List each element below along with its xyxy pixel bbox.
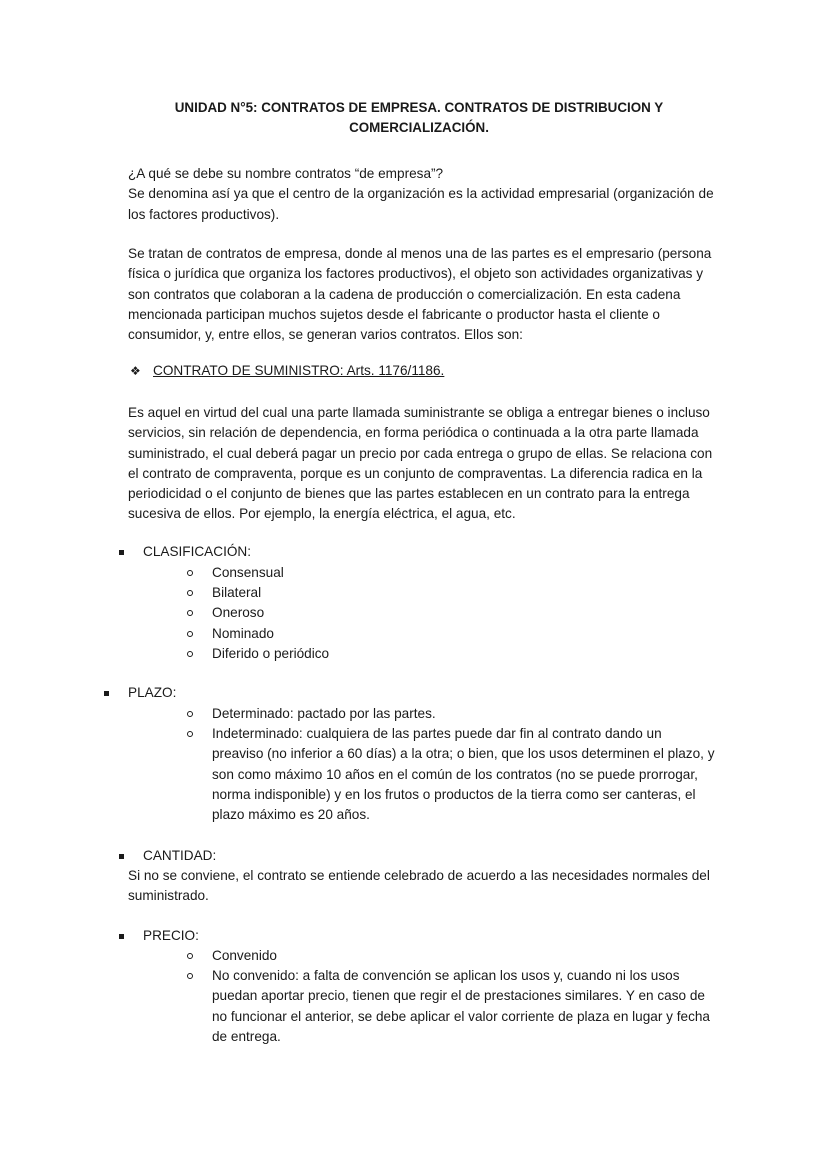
list-item-text: Indeterminado: cualquiera de las partes puede dar fin al contrato dando un preaviso (no inferior a 60 días) a la otra; o bien, que los usos determinen el plazo, y son como máximo 10 años en el común de los contratos (no se puede prorrogar, norma indisponible) y en los frutos o productos de la tierra como ser canteras, el plazo máximo es 20 años. [212,726,715,823]
list-item [186,603,716,623]
clasificacion-heading: CLASIFICACIÓN: [143,544,252,559]
circle-bullet-icon [187,631,193,637]
intro-paragraph-text: Se tratan de contratos de empresa, donde al menos una de las partes es el empresario (persona física o jurídica que organiza los factores productivos), el objeto son actividades organizativas y son contratos que colaboran a la cadena de producción o comercialización. En esta cadena mencionada participan muchos sujetos desde el fabricante o productor hasta el cliente o consumidor, y, entre ellos, se generan varios contratos. Ellos son: [128,246,712,343]
list-item [186,966,716,1047]
cantidad-text-body: Si no se conviene, el contrato se entiende celebrado de acuerdo a las necesidades normales del suministrado. [128,868,710,904]
list-item-text: Nominado [212,625,274,641]
title-line-2: COMERCIALIZACIÓN. [349,120,489,135]
list-item-text: Consensual [212,565,284,580]
circle-bullet-icon [187,570,193,576]
circle-bullet-icon [187,973,193,979]
diamond-bullet-icon: ❖ [130,364,141,378]
list-item [186,624,716,644]
suministro-heading [130,361,444,381]
square-bullet-icon [104,691,109,696]
document-title [128,98,710,138]
list-item [186,644,716,664]
circle-bullet-icon [187,711,193,717]
list-item-text: Convenido [212,948,277,963]
cantidad-text [128,866,713,907]
list-item [186,946,716,966]
clasificacion-list [186,563,716,664]
suministro-heading-label: CONTRATO DE SUMINISTRO: Arts. 1176/1186. [153,363,445,378]
precio-heading: PRECIO: [143,928,199,943]
intro-question: ¿A qué se debe su nombre contratos “de empresa”? [128,166,444,181]
intro-answer: Se denomina así ya que el centro de la organización es la actividad empresarial (organización de los factores productivos). [128,186,714,222]
suministro-paragraph [128,403,718,525]
plazo-list [186,704,716,825]
square-bullet-icon [119,934,124,939]
list-item-text: Diferido o periódico [212,645,330,661]
list-item [186,704,716,724]
intro-block [128,164,718,225]
circle-bullet-icon [187,610,193,616]
suministro-paragraph-text: Es aquel en virtud del cual una parte llamada suministrante se obliga a entregar bienes o incluso servicios, sin relación de dependencia, en forma periódica o continuada a la otra parte llamada suministrado, el cual deberá pagar un precio por cada entrega o grupo de ellas. Se relaciona con el contrato de compraventa, porque es un conjunto de compraventas. La diferencia radica en la periodicidad o el conjunto de bienes que las partes establecen en un contrato para la entrega sucesiva de ellos. Por ejemplo, la energía eléctrica, el agua, etc. [128,405,713,522]
cantidad-heading: CANTIDAD: [143,848,217,863]
list-item [186,724,716,825]
list-item [186,563,716,583]
list-item-text: No convenido: a falta de convención se aplican los usos y, cuando ni los usos puedan aportar precio, tienen que regir el de prestaciones similares. Y en caso de no funcionar el anterior, se debe aplicar el valor corriente de plaza en lugar y fecha de entrega. [212,968,710,1044]
circle-bullet-icon [187,731,193,737]
precio-list [186,946,716,1047]
title-line-1: UNIDAD N°5: CONTRATOS DE EMPRESA. CONTRATOS DE DISTRIBUCION Y [174,100,664,115]
list-item-text: Determinado: pactado por las partes. [212,706,436,721]
plazo-heading: PLAZO: [128,685,177,700]
list-item-text: Oneroso [212,605,265,621]
list-item-text: Bilateral [212,585,262,601]
circle-bullet-icon [187,651,193,657]
list-item [186,583,716,603]
square-bullet-icon [119,854,124,859]
circle-bullet-icon [187,953,193,959]
circle-bullet-icon [187,590,193,596]
square-bullet-icon [119,550,124,555]
intro-paragraph [128,244,718,345]
